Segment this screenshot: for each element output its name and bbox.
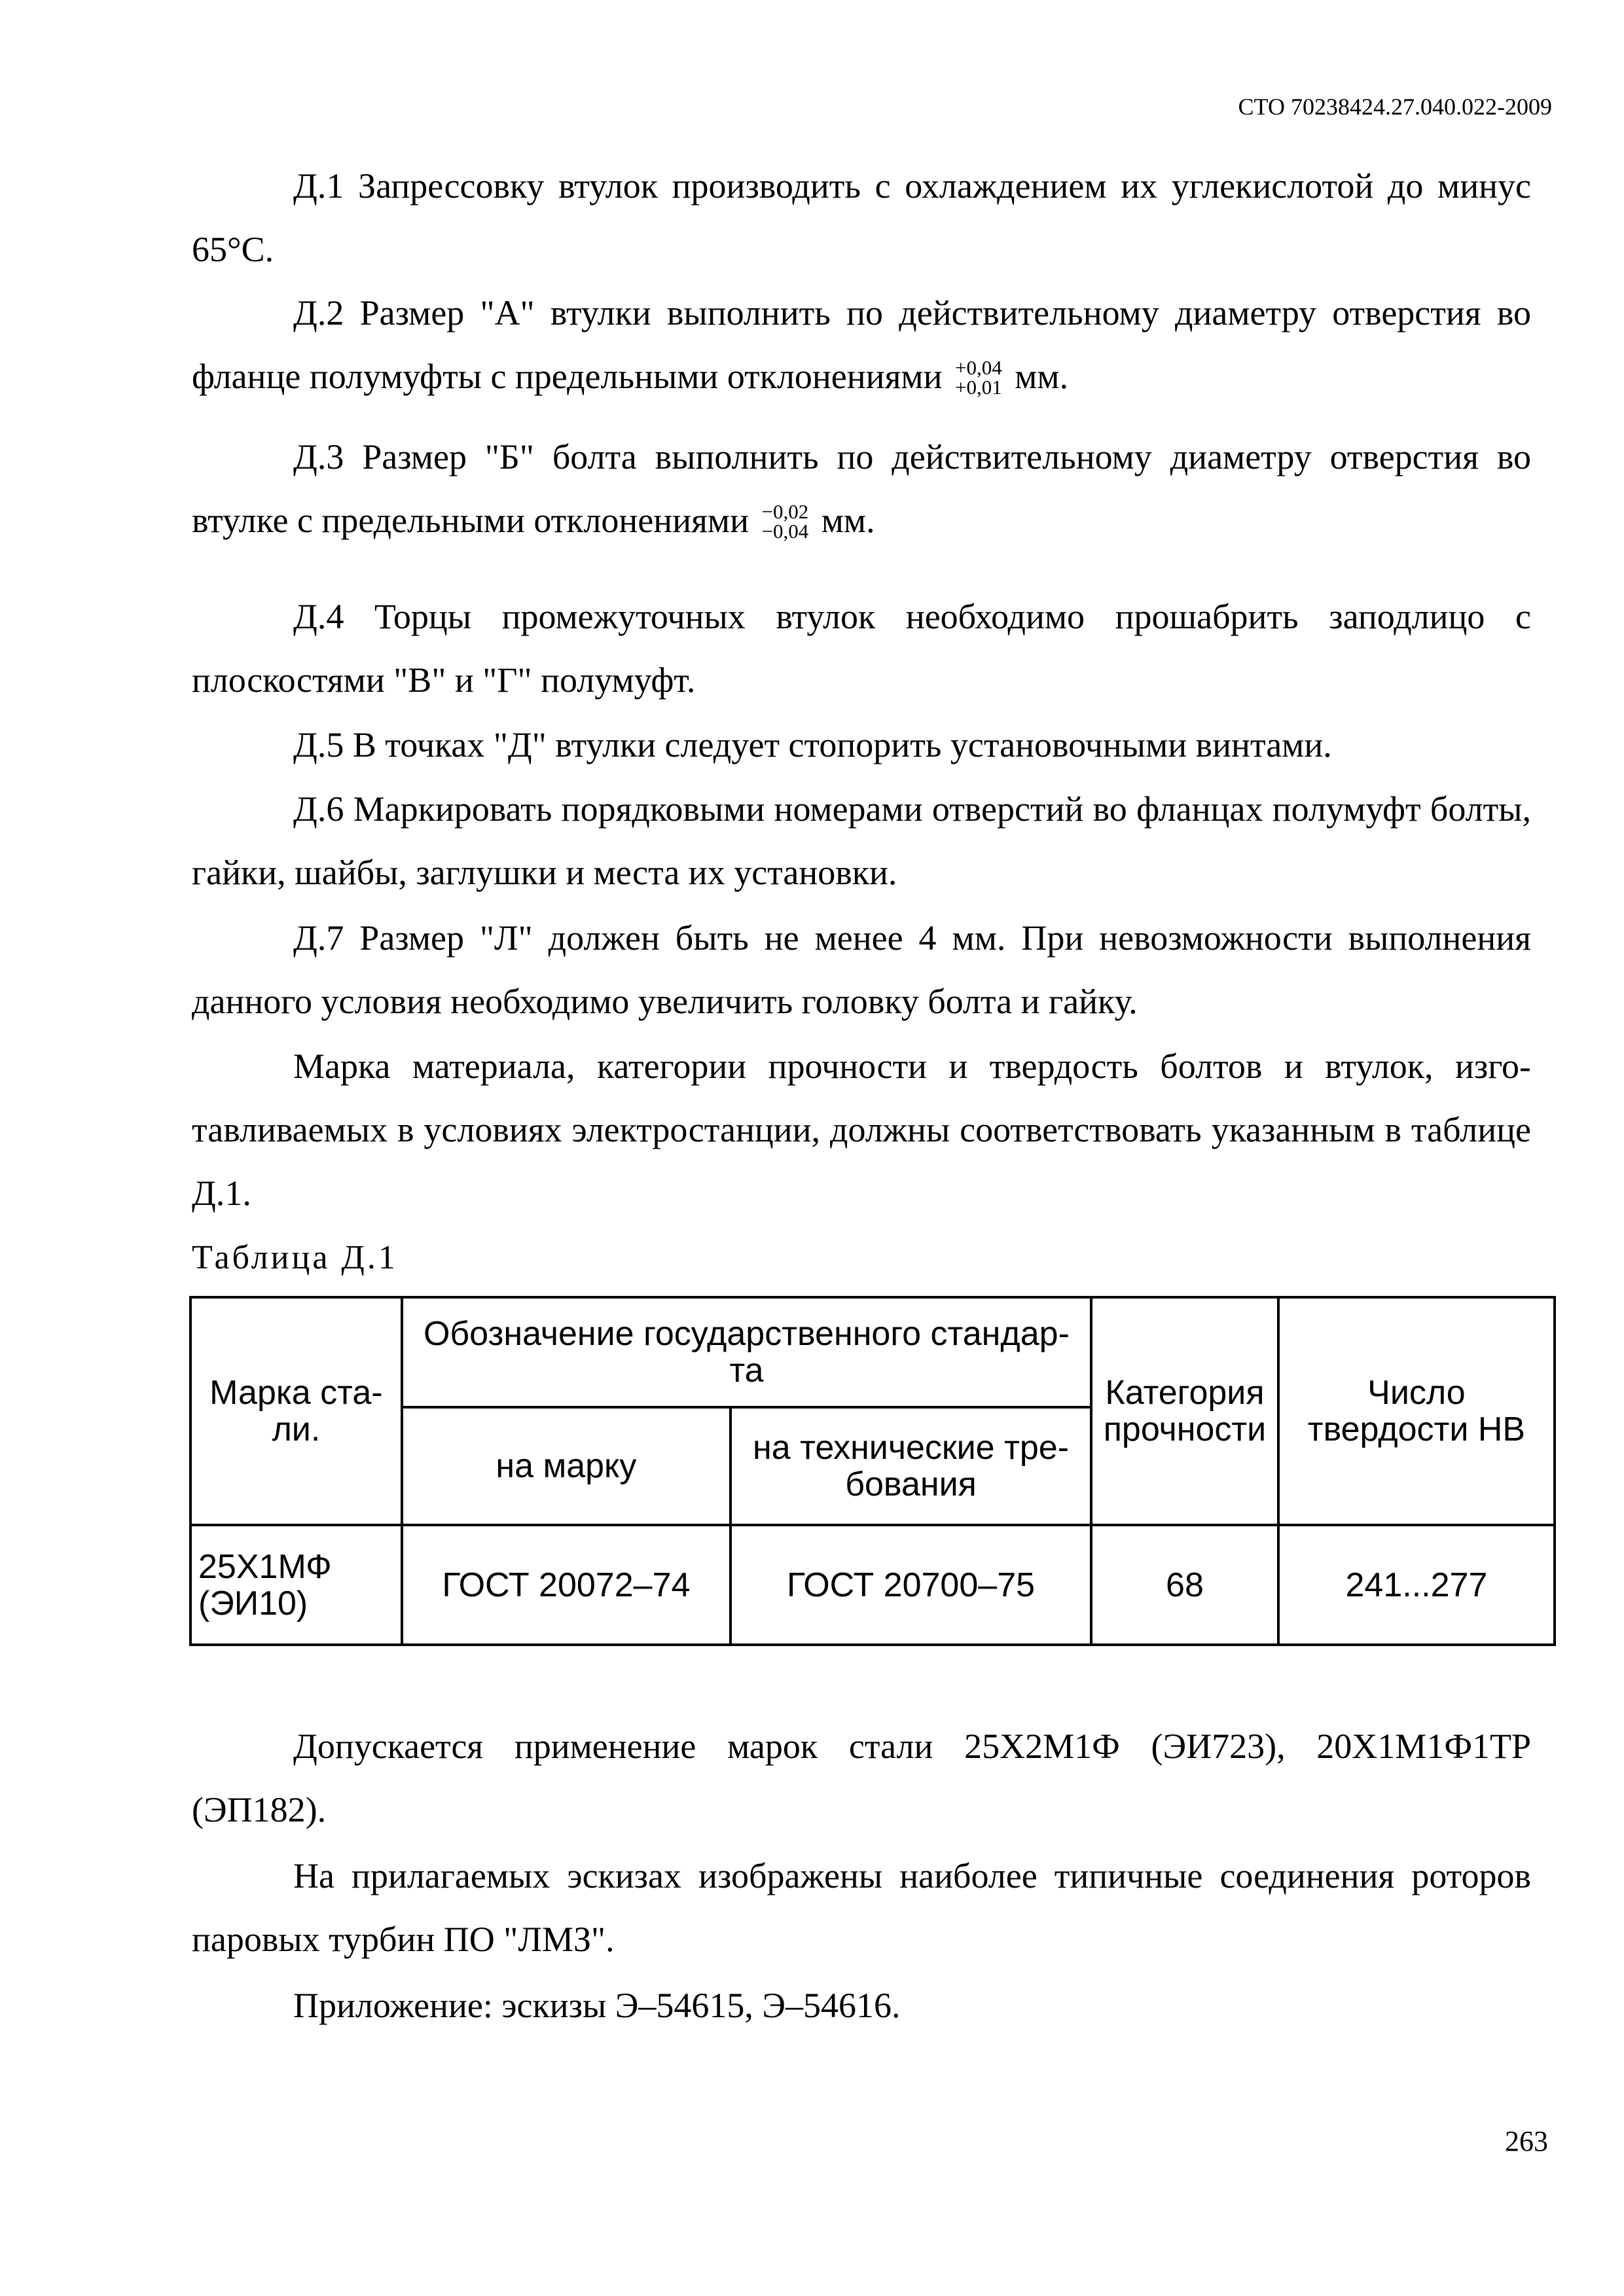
cell-strength: 68 xyxy=(1091,1525,1278,1645)
unit: мм. xyxy=(821,501,875,540)
header-standard-tech: на технические тре-бования xyxy=(731,1407,1091,1525)
cell-steel-grade: 25Х1МФ (ЭИ10) xyxy=(190,1525,402,1645)
paragraph-d2-text: Д.2 Размер "А" втулки выполнить по действительному диаметру отверстия во фланце полумуфты с предельными отклонениями xyxy=(192,293,1531,396)
cell-hardness: 241...277 xyxy=(1278,1525,1555,1645)
paragraph-allowed: Допускается применение марок стали 25Х2М1Ф (ЭИ723), 20Х1М1Ф1ТР (ЭП182). xyxy=(192,1727,1531,1829)
table-header-row xyxy=(190,1297,1555,1407)
paragraph-appendix: Приложение: эскизы Э–54615, Э–54616. xyxy=(293,1986,901,2025)
page-number: 263 xyxy=(1505,2125,1548,2157)
paragraph-d1: Д.1 Запрессовку втулок производить с охлаждением их углекислотой до минус 65°С. xyxy=(192,166,1531,269)
paragraph-d4: Д.4 Торцы промежуточных втулок необходимо прошабрить заподлицо с плоскостями "В" и "Г" полумуфт. xyxy=(192,597,1531,700)
steel-table xyxy=(189,1296,1556,1646)
paragraph-sketches: На прилагаемых эскизах изображены наиболее типичные соединения роторов паровых турбин ПО "ЛМЗ". xyxy=(192,1856,1531,1959)
header-steel-grade: Марка ста-ли. xyxy=(190,1297,402,1525)
paragraph-d3 xyxy=(192,425,1531,552)
paragraph-d2 xyxy=(192,281,1531,408)
paragraph-d6: Д.6 Маркировать порядковыми номерами отверстий во фланцах полумуфт болты, гайки, шайбы, заглушки и места их установки. xyxy=(192,789,1531,892)
paragraph-d5: Д.5 В точках "Д" втулки следует стопорить установочными винтами. xyxy=(293,725,1332,764)
table-row xyxy=(190,1525,1555,1645)
document-code: СТО 70238424.27.040.022-2009 xyxy=(1238,94,1552,120)
tolerance-lower: −0,04 xyxy=(761,519,809,543)
header-hardness: Число твердости НВ xyxy=(1278,1297,1555,1525)
table-caption: Таблица Д.1 xyxy=(192,1239,398,1276)
header-standard-group: Обозначение государственного стандар-та xyxy=(402,1297,1091,1407)
paragraph-d3-text: Д.3 Размер "Б" болта выполнить по действительному диаметру отверстия во втулке с предельными отклонениями xyxy=(192,437,1531,540)
paragraph-d7: Д.7 Размер "Л" должен быть не менее 4 мм. При невозможности выполнения данного условия необходимо увеличить головку болта и гайку. xyxy=(192,918,1531,1021)
cell-standard-grade: ГОСТ 20072–74 xyxy=(402,1525,731,1645)
unit: мм. xyxy=(1015,357,1069,396)
tolerance-upper: −0,02 xyxy=(761,499,809,523)
header-strength: Категория прочности xyxy=(1091,1297,1278,1525)
header-standard-grade: на марку xyxy=(402,1407,731,1525)
cell-standard-tech: ГОСТ 20700–75 xyxy=(731,1525,1091,1645)
tolerance-d2 xyxy=(954,355,1002,399)
tolerance-upper: +0,04 xyxy=(954,355,1002,379)
tolerance-lower: +0,01 xyxy=(954,375,1002,399)
paragraph-material: Марка материала, категории прочности и твердость болтов и втулок, изготавливаемых в условиях электростанции, должны соответствовать указанным в таблице Д.1. xyxy=(192,1047,1531,1213)
tolerance-d3 xyxy=(761,499,809,543)
